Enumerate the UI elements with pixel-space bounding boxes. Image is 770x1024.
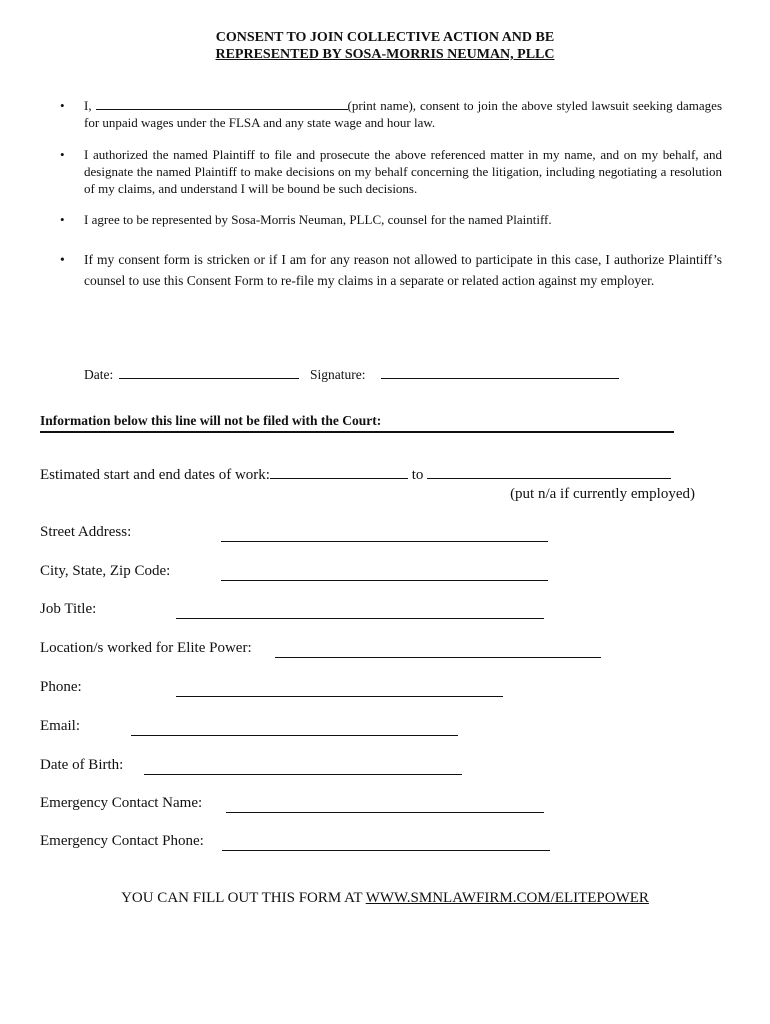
emergency-phone-label: Emergency Contact Phone:: [40, 833, 204, 849]
city-state-zip-field[interactable]: [221, 579, 548, 581]
signature-label: Signature:: [310, 367, 366, 382]
date-label: Date:: [84, 367, 114, 382]
title-line-1: CONSENT TO JOIN COLLECTIVE ACTION AND BE: [215, 30, 555, 45]
start-date-field[interactable]: [270, 466, 408, 479]
job-title-label: Job Title:: [40, 601, 97, 617]
phone-label: Phone:: [40, 679, 82, 695]
dates-to-label: to: [411, 467, 424, 483]
end-date-field[interactable]: [427, 466, 671, 479]
print-name-field[interactable]: [96, 97, 348, 110]
info-header: Information below this line will not be filed with the Court:: [40, 413, 674, 433]
bullet-dot-icon: •: [60, 98, 65, 113]
bullet-4-text: If my consent form is stricken or if I am for any reason not allowed to participate in this case, I authorize Plaintiff’s counsel to use this Consent Form to re-file my claims in a separate or related action against my employer.: [84, 252, 722, 288]
email-label: Email:: [40, 718, 80, 734]
signature-field[interactable]: [381, 366, 619, 379]
date-signature-row: [84, 366, 619, 383]
bullet-represented: [60, 211, 722, 228]
dates-label: Estimated start and end dates of work:: [40, 467, 270, 483]
form-title: [0, 29, 770, 63]
dob-field[interactable]: [144, 773, 462, 775]
footer-text: YOU CAN FILL OUT THIS FORM AT: [121, 890, 363, 906]
footer: [0, 890, 770, 907]
emergency-phone-field[interactable]: [222, 849, 550, 851]
dob-label: Date of Birth:: [40, 757, 124, 773]
bullet-refile: [60, 249, 722, 291]
bullet-1-text: (print name), consent to join the above styled lawsuit seeking damages for unpaid wages under the FLSA and any state wage and hour law.: [84, 98, 722, 130]
bullet-2-text: I authorized the named Plaintiff to file and prosecute the above referenced matter in my name, and on my behalf, and designate the named Plaintiff to make decisions on my behalf concerning the litigation, including negotiating a resolution of my claims, and understand I will be bound be such decisions.: [84, 147, 722, 196]
footer-link[interactable]: WWW.SMNLAWFIRM.COM/ELITEPOWER: [365, 890, 649, 906]
bullet-authorize: [60, 146, 722, 197]
emergency-name-label: Emergency Contact Name:: [40, 795, 203, 811]
city-label: City, State, Zip Code:: [40, 563, 171, 579]
street-label: Street Address:: [40, 524, 132, 540]
bullet-1-prefix: I,: [84, 98, 92, 113]
date-field[interactable]: [119, 366, 299, 379]
title-line-2: REPRESENTED BY SOSA-MORRIS NEUMAN, PLLC: [215, 47, 555, 62]
location-label: Location/s worked for Elite Power:: [40, 640, 252, 656]
emergency-name-field[interactable]: [226, 811, 544, 813]
dates-note: (put n/a if currently employed): [510, 486, 695, 502]
bullet-3-text: I agree to be represented by Sosa-Morris Neuman, PLLC, counsel for the named Plaintiff.: [84, 212, 552, 227]
job-title-field[interactable]: [176, 617, 544, 619]
bullet-print-name: [60, 97, 722, 131]
bullet-dot-icon: •: [60, 252, 65, 267]
bullet-dot-icon: •: [60, 212, 65, 227]
location-field[interactable]: [275, 656, 601, 658]
email-field[interactable]: [131, 734, 458, 736]
bullet-dot-icon: •: [60, 147, 65, 162]
phone-field[interactable]: [176, 695, 503, 697]
street-address-field[interactable]: [221, 540, 548, 542]
dates-row: [40, 466, 671, 484]
